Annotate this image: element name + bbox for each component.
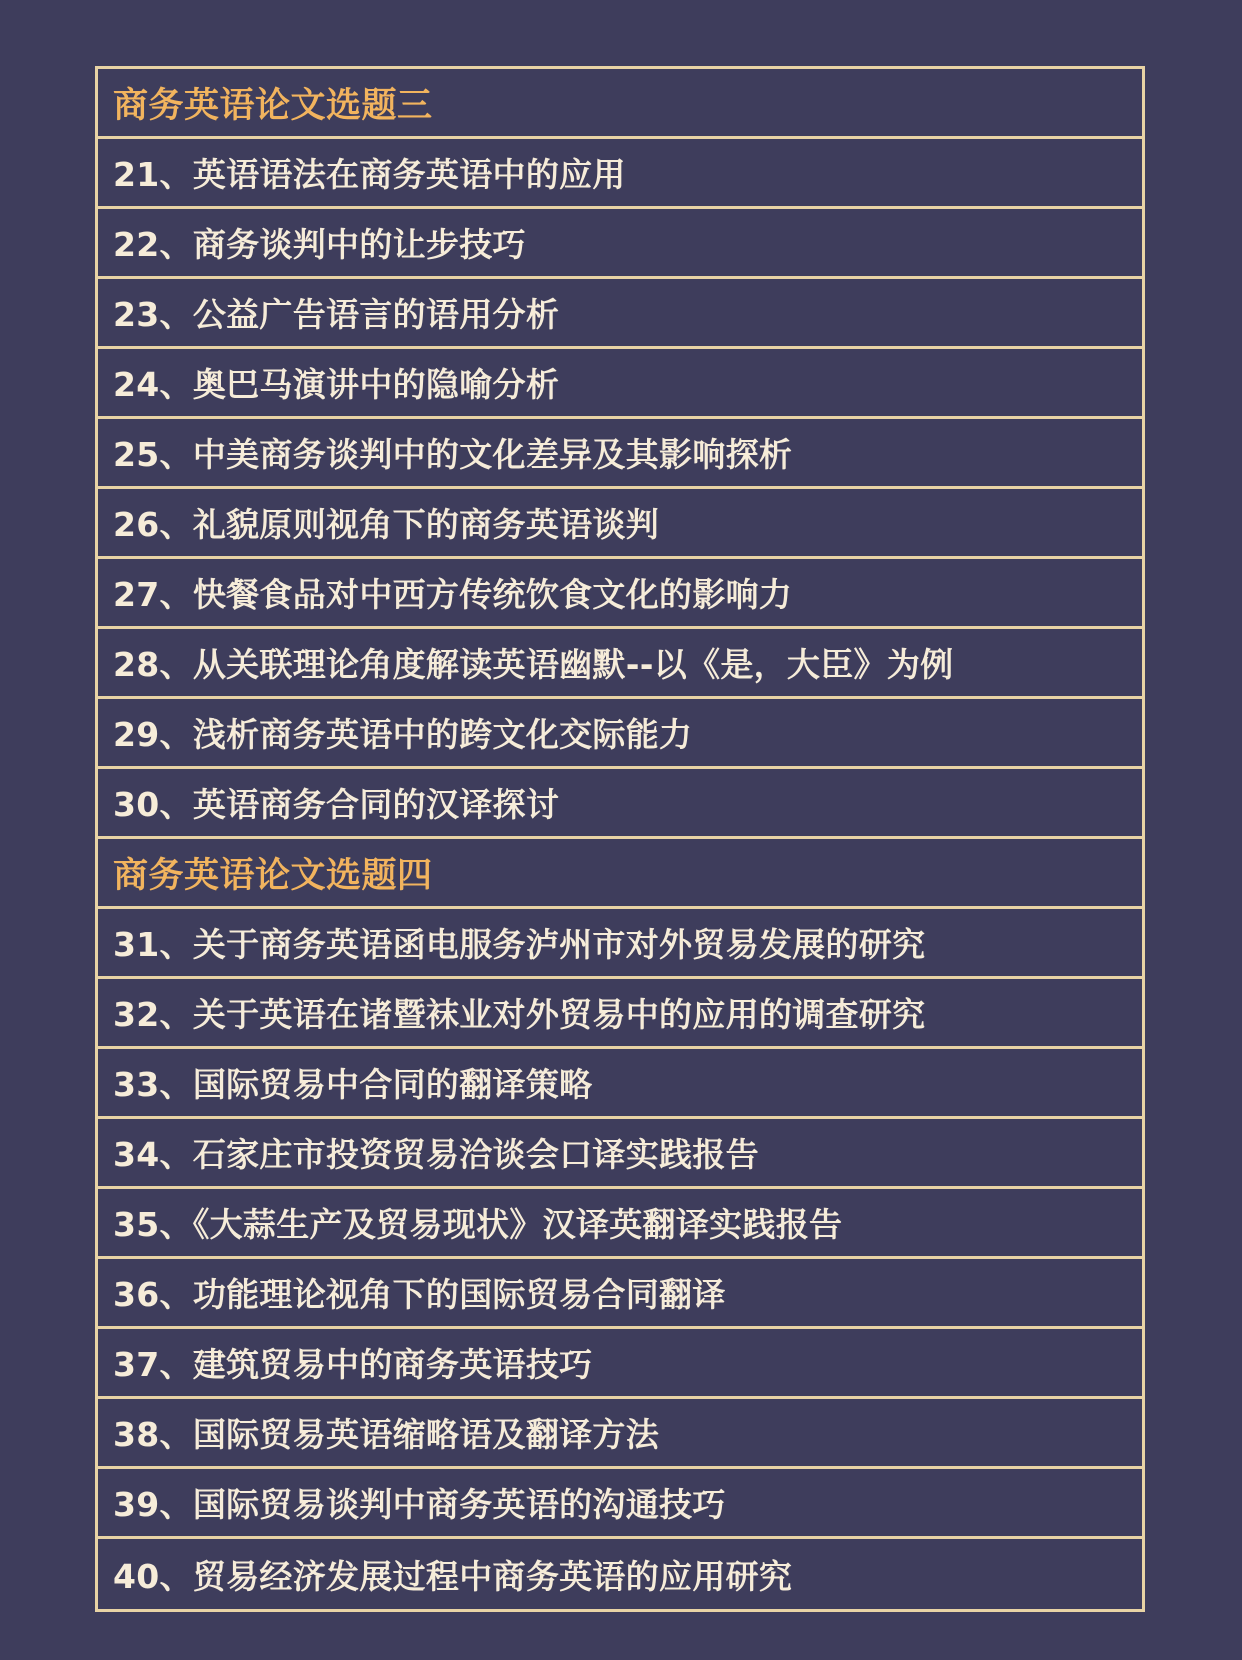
topic-row: 36、功能理论视角下的国际贸易合同翻译 [98,1259,1142,1329]
topic-row: 31、关于商务英语函电服务泸州市对外贸易发展的研究 [98,909,1142,979]
topic-row: 22、商务谈判中的让步技巧 [98,209,1142,279]
topic-row: 27、快餐食品对中西方传统饮食文化的影响力 [98,559,1142,629]
topic-row: 33、国际贸易中合同的翻译策略 [98,1049,1142,1119]
topic-row: 25、中美商务谈判中的文化差异及其影响探析 [98,419,1142,489]
topic-row: 24、奥巴马演讲中的隐喻分析 [98,349,1142,419]
topic-row: 23、公益广告语言的语用分析 [98,279,1142,349]
topic-row: 38、国际贸易英语缩略语及翻译方法 [98,1399,1142,1469]
topic-row: 40、贸易经济发展过程中商务英语的应用研究 [113,1556,793,1596]
topic-row: 37、建筑贸易中的商务英语技巧 [98,1329,1142,1399]
topic-row: 34、石家庄市投资贸易洽谈会口译实践报告 [98,1119,1142,1189]
topic-row: 39、国际贸易谈判中商务英语的沟通技巧 [98,1469,1142,1539]
topic-row: 29、浅析商务英语中的跨文化交际能力 [98,699,1142,769]
topic-row: 35、《大蒜生产及贸易现状》汉译英翻译实践报告 [98,1189,1142,1259]
topic-row: 28、从关联理论角度解读英语幽默--以《是，大臣》为例 [98,629,1142,699]
topic-row: 21、英语语法在商务英语中的应用 [98,139,1142,209]
topic-row: 32、关于英语在诸暨袜业对外贸易中的应用的调查研究 [98,979,1142,1049]
section-heading: 商务英语论文选题四 [98,839,1142,909]
topic-table [95,66,1145,1612]
topic-row: 26、礼貌原则视角下的商务英语谈判 [98,489,1142,559]
section-heading: 商务英语论文选题三 [98,69,1142,139]
topic-row: 30、英语商务合同的汉译探讨 [98,769,1142,839]
